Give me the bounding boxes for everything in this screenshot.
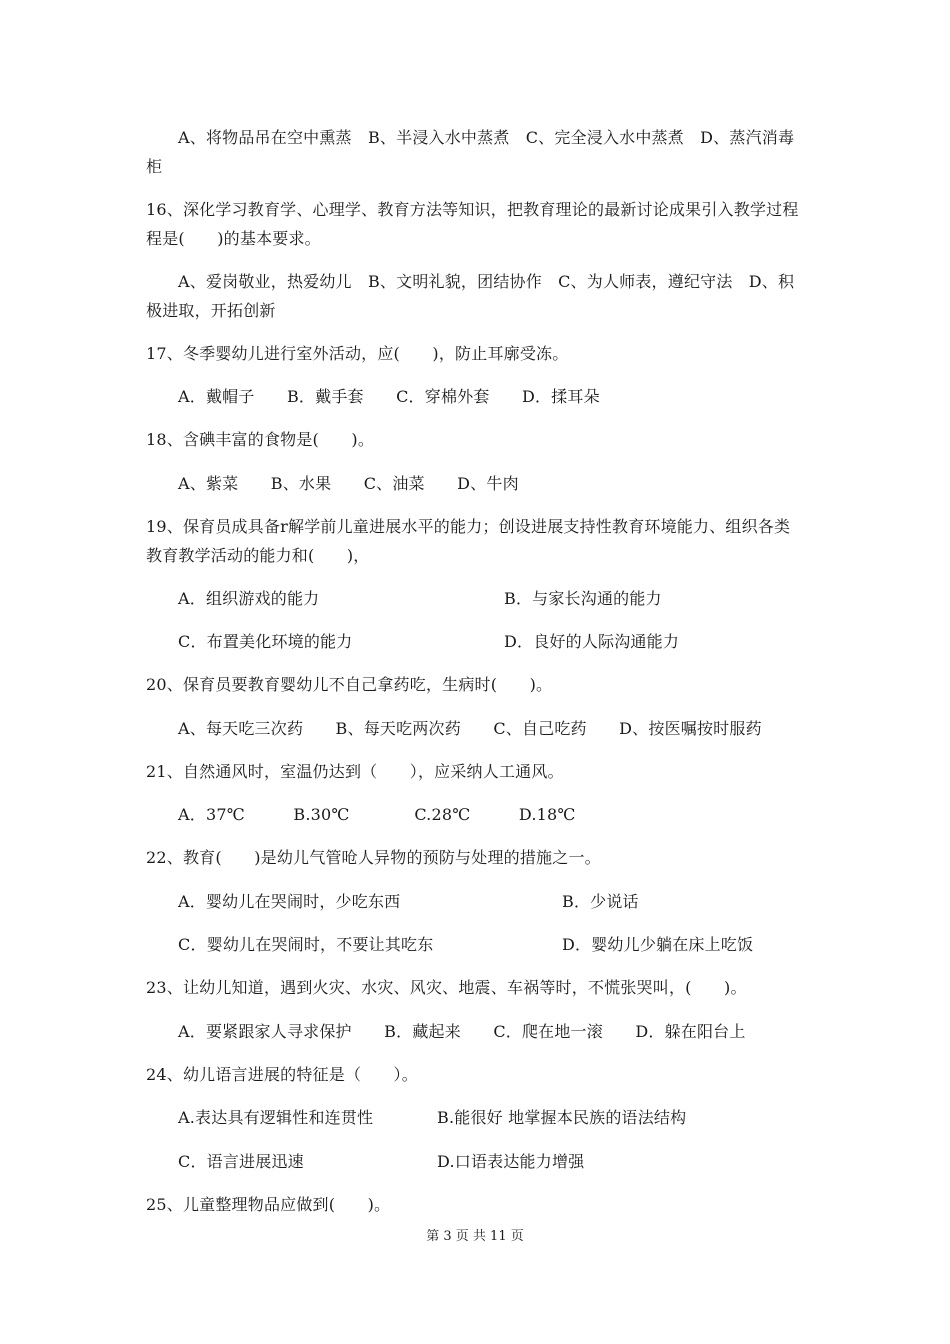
option-line-15: A、将物品吊在空中熏蒸 B、半浸入水中蒸煮 C、完全浸入水中蒸煮 D、蒸汽消毒 (178, 128, 795, 147)
question-19: 19、保育员成具备r解学前儿童进展水平的能力；创设进展支持性教育环境能力、组织各类 (146, 517, 791, 536)
option-19-b: B．与家长沟通的能力 (504, 589, 662, 608)
option-line-15-cont: 柜 (146, 157, 163, 176)
option-24-b: B.能很好 地掌握本民族的语法结构 (437, 1108, 687, 1127)
option-22-b: B．少说话 (562, 892, 639, 911)
options-16-cont: 极进取，开拓创新 (146, 301, 276, 320)
question-17: 17、冬季婴幼儿进行室外活动，应( )，防止耳廓受冻。 (146, 344, 569, 363)
options-16: A、爱岗敬业，热爱幼儿 B、文明礼貌，团结协作 C、为人师表，遵纪守法 D、积 (178, 272, 795, 291)
question-25: 25、儿童整理物品应做到( )。 (146, 1195, 391, 1214)
question-18: 18、含碘丰富的食物是( )。 (146, 430, 375, 449)
option-24-d: D.口语表达能力增强 (437, 1152, 585, 1171)
options-17: A．戴帽子 B．戴手套 C．穿棉外套 D．揉耳朵 (178, 387, 600, 406)
options-20: A、每天吃三次药 B、每天吃两次药 C、自己吃药 D、按医嘱按时服药 (178, 719, 762, 738)
question-16-cont: 程是( )的基本要求。 (146, 229, 321, 248)
question-23: 23、让幼儿知道，遇到火灾、水灾、风灾、地震、车祸等时，不慌张哭叫，( )。 (146, 978, 747, 997)
options-18: A、紫菜 B、水果 C、油菜 D、牛肉 (178, 474, 519, 493)
options-21: A．37℃ B.30℃ C.28℃ D.18℃ (178, 805, 576, 824)
question-16: 16、深化学习教育学、心理学、教育方法等知识，把教育理论的最新讨论成果引入教学过程 (146, 200, 799, 219)
page-footer: 第 3 页 共 11 页 (426, 1229, 524, 1244)
option-22-c: C．婴幼儿在哭闹时，不要让其吃东 (178, 935, 434, 954)
option-19-a: A．组织游戏的能力 (178, 589, 320, 608)
question-21: 21、自然通风时，室温仍达到（ ），应采纳人工通风。 (146, 762, 564, 781)
option-19-c: C．布置美化环境的能力 (178, 632, 353, 651)
options-23: A．要紧跟家人寻求保护 B．藏起来 C．爬在地一滚 D．躲在阳台上 (178, 1022, 746, 1041)
option-22-a: A．婴幼儿在哭闹时，少吃东西 (178, 892, 401, 911)
option-19-d: D．良好的人际沟通能力 (504, 632, 680, 651)
option-24-a: A.表达具有逻辑性和连贯性 (178, 1108, 374, 1127)
question-24: 24、幼儿语言进展的特征是（ ）。 (146, 1065, 418, 1084)
question-19-cont: 教育教学活动的能力和( )， (146, 546, 370, 565)
option-22-d: D．婴幼儿少躺在床上吃饭 (562, 935, 754, 954)
question-20: 20、保育员要教育婴幼儿不自己拿药吃，生病时( )。 (146, 675, 553, 694)
option-24-c: C．语言进展迅速 (178, 1152, 304, 1171)
question-22: 22、教育( )是幼儿气管呛人异物的预防与处理的措施之一。 (146, 848, 601, 867)
